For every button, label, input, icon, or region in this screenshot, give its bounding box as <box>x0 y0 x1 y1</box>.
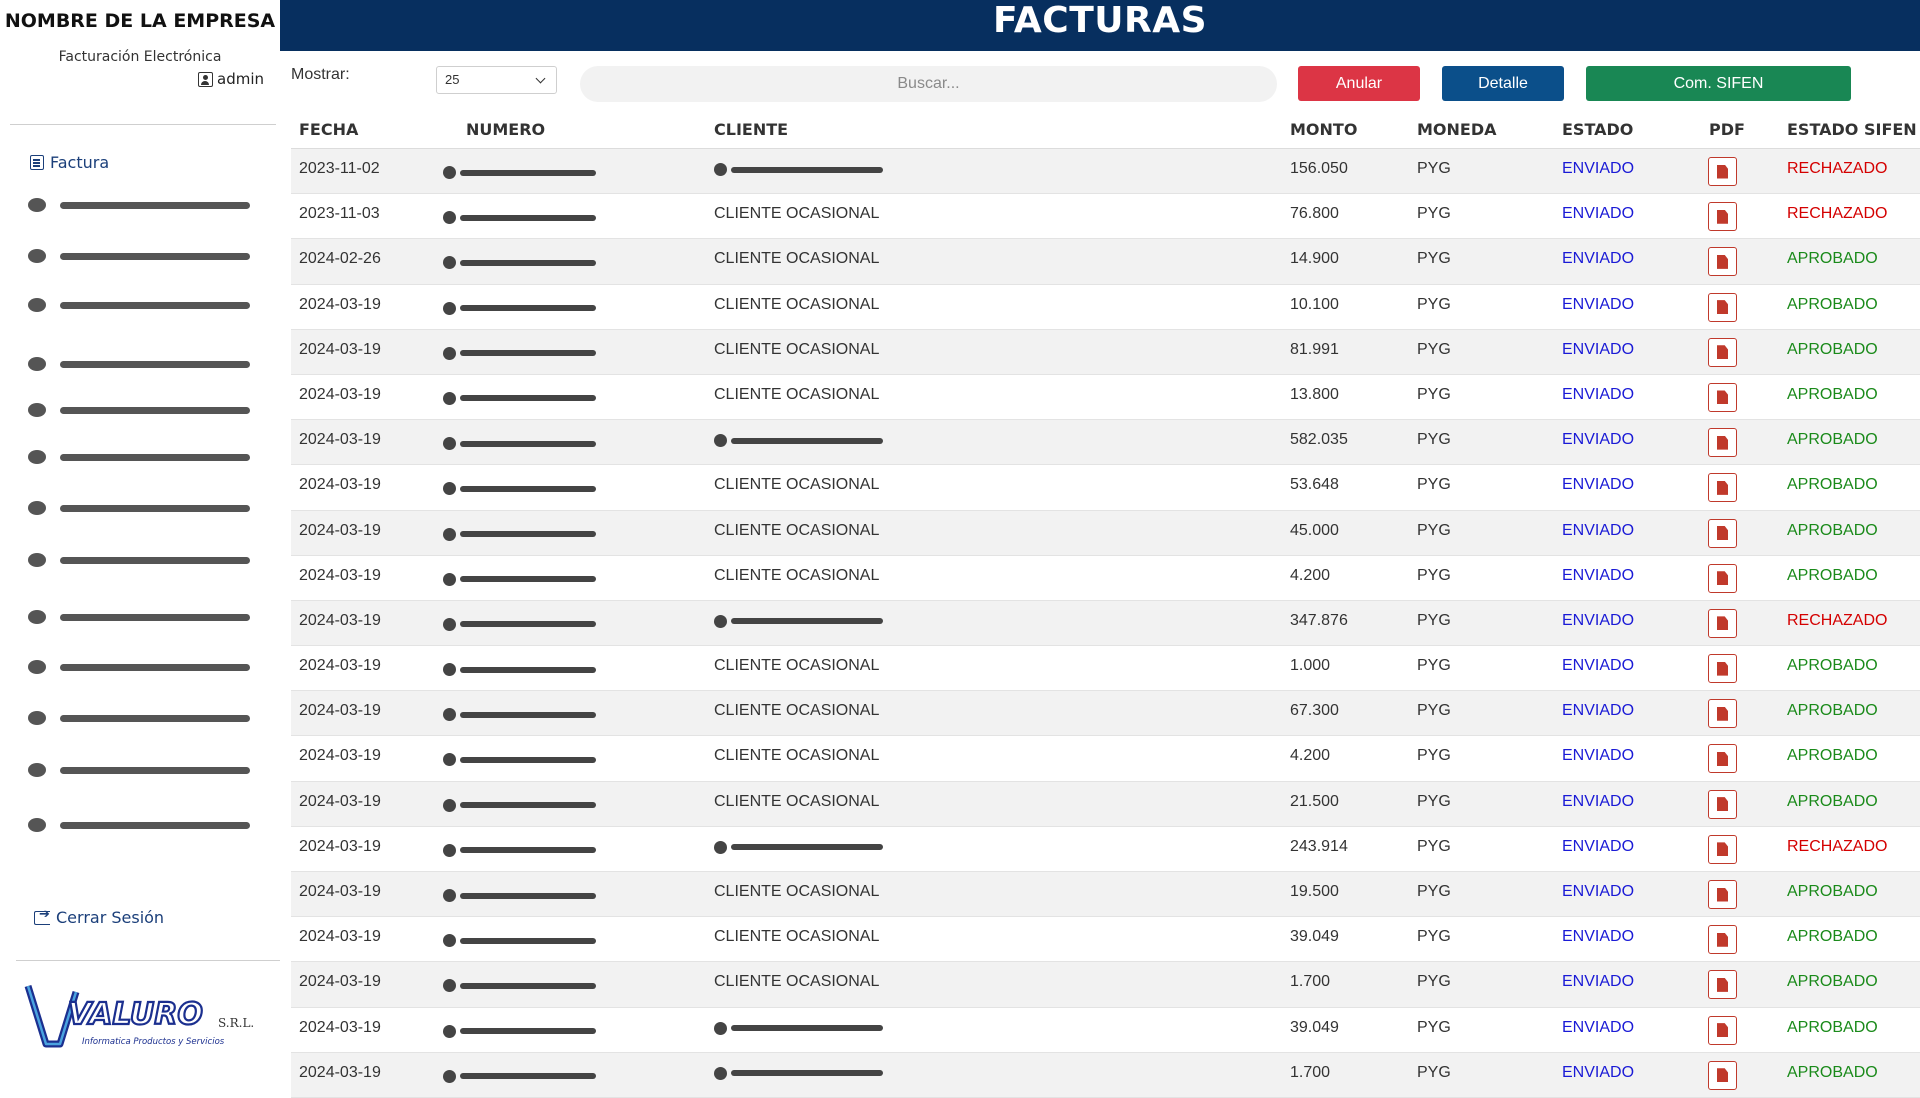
cell-cliente: CLIENTE OCASIONAL <box>714 566 880 584</box>
pdf-icon <box>1717 165 1728 179</box>
sidebar-item-redacted[interactable] <box>28 709 250 727</box>
cell-moneda: PYG <box>1417 476 1451 494</box>
sidebar <box>0 0 280 1080</box>
redacted-label <box>60 302 250 309</box>
table-row[interactable] <box>291 330 1920 375</box>
cell-moneda: PYG <box>1417 657 1451 675</box>
cell-estado: ENVIADO <box>1562 566 1635 584</box>
chevron-down-icon <box>536 74 546 84</box>
menu-bullet-icon <box>28 711 46 725</box>
redacted-label <box>60 253 250 260</box>
table-row[interactable] <box>291 511 1920 556</box>
redacted-label <box>60 557 250 564</box>
cell-monto: 4.200 <box>1290 747 1331 765</box>
sidebar-divider <box>10 124 276 125</box>
cell-fecha: 2024-03-19 <box>299 792 381 810</box>
table-header <box>291 114 1920 149</box>
menu-bullet-icon <box>28 763 46 777</box>
table-row[interactable] <box>291 646 1920 691</box>
cell-cliente-redacted <box>714 1022 883 1035</box>
cell-cliente: CLIENTE OCASIONAL <box>714 385 880 403</box>
cell-cliente: CLIENTE OCASIONAL <box>714 521 880 539</box>
cell-cliente: CLIENTE OCASIONAL <box>714 928 880 946</box>
pdf-icon <box>1717 300 1728 314</box>
cell-cliente-redacted <box>714 434 883 447</box>
cell-estado: ENVIADO <box>1562 1018 1635 1036</box>
pdf-icon <box>1717 526 1728 540</box>
table-row[interactable] <box>291 691 1920 736</box>
cell-fecha: 2024-03-19 <box>299 657 381 675</box>
pdf-button[interactable] <box>1708 564 1737 593</box>
cell-estado: ENVIADO <box>1562 973 1635 991</box>
table-row[interactable] <box>291 420 1920 465</box>
menu-bullet-icon <box>28 553 46 567</box>
table-row[interactable] <box>291 556 1920 601</box>
cell-estado: ENVIADO <box>1562 883 1635 900</box>
cell-fecha: 2023-11-02 <box>299 160 380 177</box>
table-row[interactable] <box>291 872 1920 917</box>
document-icon <box>30 155 44 170</box>
cell-fecha: 2024-03-19 <box>299 295 381 313</box>
cell-fecha: 2024-03-19 <box>299 1063 381 1081</box>
cell-estado-sifen: APROBADO <box>1787 1018 1878 1036</box>
pdf-icon <box>1717 436 1728 450</box>
cell-cliente: CLIENTE OCASIONAL <box>714 476 880 494</box>
cell-moneda: PYG <box>1417 792 1451 810</box>
cell-fecha: 2024-03-19 <box>299 566 381 584</box>
menu-bullet-icon <box>28 660 46 674</box>
anular-button[interactable]: Anular <box>1298 66 1420 101</box>
cell-cliente: CLIENTE OCASIONAL <box>714 973 880 991</box>
column-header-pdf[interactable]: PDF <box>1709 120 1745 139</box>
company-name: NOMBRE DE LA EMPRESA <box>4 10 276 32</box>
cell-estado-sifen: APROBADO <box>1787 521 1878 539</box>
table-row[interactable] <box>291 1053 1920 1098</box>
column-header-fecha[interactable]: FECHA <box>299 120 359 139</box>
pdf-icon <box>1717 662 1728 676</box>
cell-moneda: PYG <box>1417 611 1451 629</box>
cell-monto: 1.000 <box>1290 657 1331 675</box>
cell-moneda: PYG <box>1417 702 1451 720</box>
cell-numero-redacted <box>443 256 596 269</box>
redacted-label <box>60 822 250 829</box>
column-header-numero[interactable]: NUMERO <box>466 120 546 139</box>
cell-monto: 53.648 <box>1290 476 1339 494</box>
cell-fecha: 2024-03-19 <box>299 476 381 494</box>
cell-numero-redacted <box>443 799 596 812</box>
cell-estado: ENVIADO <box>1562 250 1635 268</box>
redacted-label <box>60 202 250 209</box>
cell-moneda: PYG <box>1417 385 1451 403</box>
logo-tagline: Informatica Productos y Servicios <box>82 1037 225 1047</box>
table-row[interactable] <box>291 1008 1920 1053</box>
pdf-button[interactable] <box>1708 428 1737 457</box>
pdf-icon <box>1717 1023 1728 1037</box>
pdf-button[interactable] <box>1708 157 1737 186</box>
sidebar-item-redacted[interactable] <box>28 247 250 265</box>
cell-moneda: PYG <box>1417 160 1451 177</box>
company-logo <box>24 980 264 1050</box>
sidebar-item-label: Factura <box>50 153 110 172</box>
cell-monto: 76.800 <box>1290 205 1339 223</box>
cell-cliente: CLIENTE OCASIONAL <box>714 250 880 268</box>
pdf-icon <box>1717 390 1728 404</box>
cell-estado: ENVIADO <box>1562 295 1635 313</box>
cell-estado-sifen: APROBADO <box>1787 883 1878 900</box>
redacted-label <box>60 767 250 774</box>
cell-moneda: PYG <box>1417 973 1451 991</box>
invoices-table <box>291 114 1920 1098</box>
cell-estado-sifen: APROBADO <box>1787 973 1878 991</box>
cell-fecha: 2024-03-19 <box>299 883 381 900</box>
menu-bullet-icon <box>28 501 46 515</box>
pdf-button[interactable] <box>1708 609 1737 638</box>
pdf-button[interactable] <box>1708 247 1737 276</box>
pdf-button[interactable] <box>1708 654 1737 683</box>
cell-fecha: 2024-03-19 <box>299 385 381 403</box>
cell-estado: ENVIADO <box>1562 521 1635 539</box>
page-size-select[interactable] <box>436 66 557 94</box>
cell-estado: ENVIADO <box>1562 340 1635 358</box>
cell-moneda: PYG <box>1417 205 1451 223</box>
pdf-icon <box>1717 571 1728 585</box>
table-row[interactable] <box>291 827 1920 872</box>
cell-monto: 1.700 <box>1290 973 1331 991</box>
cell-moneda: PYG <box>1417 883 1451 900</box>
pdf-button[interactable] <box>1708 970 1737 999</box>
cell-numero-redacted <box>443 392 596 405</box>
cell-fecha: 2024-02-26 <box>299 250 381 268</box>
pdf-button[interactable] <box>1708 1061 1737 1090</box>
pdf-icon <box>1717 707 1728 721</box>
menu-bullet-icon <box>28 403 46 417</box>
logout-icon <box>34 911 50 925</box>
cell-moneda: PYG <box>1417 1018 1451 1036</box>
cell-numero-redacted <box>443 979 596 992</box>
cell-monto: 21.500 <box>1290 792 1339 810</box>
cell-fecha: 2024-03-19 <box>299 611 381 629</box>
sidebar-item-redacted[interactable] <box>28 816 250 834</box>
sifen-button[interactable]: Com. SIFEN <box>1586 66 1851 101</box>
sidebar-divider <box>16 960 280 961</box>
cell-moneda: PYG <box>1417 566 1451 584</box>
cell-monto: 243.914 <box>1290 837 1348 855</box>
menu-bullet-icon <box>28 818 46 832</box>
cell-estado-sifen: APROBADO <box>1787 1063 1878 1081</box>
menu-bullet-icon <box>28 249 46 263</box>
cell-cliente-redacted <box>714 163 883 176</box>
pdf-button[interactable] <box>1708 338 1737 367</box>
cell-cliente: CLIENTE OCASIONAL <box>714 205 880 223</box>
menu-bullet-icon <box>28 450 46 464</box>
cell-monto: 45.000 <box>1290 521 1339 539</box>
cell-cliente-redacted <box>714 1067 883 1080</box>
cell-monto: 14.900 <box>1290 250 1339 268</box>
pdf-icon <box>1717 933 1728 947</box>
redacted-label <box>60 505 250 512</box>
cell-estado-sifen: APROBADO <box>1787 476 1878 494</box>
cell-cliente-redacted <box>714 841 883 854</box>
column-header-monto[interactable]: MONTO <box>1290 120 1358 139</box>
sidebar-item-factura[interactable] <box>30 153 109 172</box>
redacted-label <box>60 614 250 621</box>
cell-moneda: PYG <box>1417 837 1451 855</box>
cell-monto: 156.050 <box>1290 160 1348 177</box>
cell-estado-sifen: APROBADO <box>1787 295 1878 313</box>
sidebar-item-redacted[interactable] <box>28 761 250 779</box>
cell-estado: ENVIADO <box>1562 702 1635 720</box>
cell-moneda: PYG <box>1417 521 1451 539</box>
cell-numero-redacted <box>443 708 596 721</box>
pdf-button[interactable] <box>1708 790 1737 819</box>
cell-estado-sifen: APROBADO <box>1787 431 1878 449</box>
cell-estado: ENVIADO <box>1562 792 1635 810</box>
cell-estado-sifen: APROBADO <box>1787 792 1878 810</box>
menu-bullet-icon <box>28 198 46 212</box>
cell-numero-redacted <box>443 573 596 586</box>
table-row[interactable] <box>291 285 1920 330</box>
sidebar-item-redacted[interactable] <box>28 551 250 569</box>
cell-cliente: CLIENTE OCASIONAL <box>714 657 880 675</box>
cell-monto: 1.700 <box>1290 1063 1331 1081</box>
cell-estado: ENVIADO <box>1562 385 1635 403</box>
pdf-button[interactable] <box>1708 835 1737 864</box>
sidebar-item-redacted[interactable] <box>28 608 250 626</box>
cell-numero-redacted <box>443 844 596 857</box>
pdf-icon <box>1717 888 1728 902</box>
cell-fecha: 2024-03-19 <box>299 1018 381 1036</box>
pdf-button[interactable] <box>1708 473 1737 502</box>
cell-monto: 39.049 <box>1290 928 1339 946</box>
cell-fecha: 2024-03-19 <box>299 747 381 765</box>
cell-estado-sifen: APROBADO <box>1787 657 1878 675</box>
column-header-estado[interactable]: ESTADO <box>1562 120 1634 139</box>
cell-estado: ENVIADO <box>1562 1063 1635 1081</box>
menu-bullet-icon <box>28 610 46 624</box>
cell-fecha: 2023-11-03 <box>299 205 380 223</box>
cell-monto: 13.800 <box>1290 385 1339 403</box>
pdf-icon <box>1717 797 1728 811</box>
cell-estado-sifen: APROBADO <box>1787 566 1878 584</box>
cell-moneda: PYG <box>1417 1063 1451 1081</box>
cell-fecha: 2024-03-19 <box>299 702 381 720</box>
column-header-estado-sifen[interactable]: ESTADO SIFEN <box>1787 120 1917 139</box>
table-row[interactable] <box>291 601 1920 646</box>
pdf-button[interactable] <box>1708 880 1737 909</box>
cell-numero-redacted <box>443 528 596 541</box>
cell-numero-redacted <box>443 618 596 631</box>
cell-numero-redacted <box>443 753 596 766</box>
table-row[interactable] <box>291 465 1920 510</box>
cell-monto: 81.991 <box>1290 340 1339 358</box>
user-icon <box>198 72 213 87</box>
redacted-label <box>60 715 250 722</box>
pdf-icon <box>1717 345 1728 359</box>
column-header-cliente[interactable]: CLIENTE <box>714 120 789 139</box>
sidebar-item-redacted[interactable] <box>28 196 250 214</box>
pdf-button[interactable] <box>1708 202 1737 231</box>
cell-fecha: 2024-03-19 <box>299 340 381 358</box>
pdf-icon <box>1717 978 1728 992</box>
pdf-button[interactable] <box>1708 519 1737 548</box>
cell-estado: ENVIADO <box>1562 205 1635 223</box>
redacted-label <box>60 664 250 671</box>
cell-estado-sifen: RECHAZADO <box>1787 205 1888 223</box>
table-row[interactable] <box>291 194 1920 239</box>
menu-bullet-icon <box>28 298 46 312</box>
cell-estado-sifen: APROBADO <box>1787 928 1878 946</box>
cell-numero-redacted <box>443 437 596 450</box>
pdf-button[interactable] <box>1708 293 1737 322</box>
pdf-button[interactable] <box>1708 744 1737 773</box>
cell-estado: ENVIADO <box>1562 611 1635 629</box>
sidebar-item-redacted[interactable] <box>28 355 250 373</box>
table-row[interactable] <box>291 736 1920 781</box>
table-row[interactable] <box>291 962 1920 1007</box>
pdf-icon <box>1717 210 1728 224</box>
pdf-button[interactable] <box>1708 383 1737 412</box>
cell-numero-redacted <box>443 166 596 179</box>
company-subtitle: Facturación Electrónica <box>58 49 222 65</box>
sidebar-item-redacted[interactable] <box>28 658 250 676</box>
redacted-label <box>60 407 250 414</box>
cell-estado: ENVIADO <box>1562 657 1635 675</box>
cell-cliente: CLIENTE OCASIONAL <box>714 702 880 720</box>
cell-cliente: CLIENTE OCASIONAL <box>714 883 880 900</box>
cell-numero-redacted <box>443 663 596 676</box>
logo-suffix: S.R.L. <box>218 1016 255 1030</box>
cell-estado: ENVIADO <box>1562 928 1635 946</box>
pdf-icon <box>1717 842 1728 856</box>
cell-numero-redacted <box>443 889 596 902</box>
table-body <box>291 149 1920 1098</box>
page-size-value: 25 <box>445 72 460 87</box>
detalle-button[interactable]: Detalle <box>1442 66 1564 101</box>
cell-fecha: 2024-03-19 <box>299 928 381 946</box>
page-header <box>280 0 1920 51</box>
cell-cliente: CLIENTE OCASIONAL <box>714 747 880 765</box>
cell-estado: ENVIADO <box>1562 747 1635 765</box>
cell-estado-sifen: APROBADO <box>1787 385 1878 403</box>
pdf-icon <box>1717 1068 1728 1082</box>
table-row[interactable] <box>291 917 1920 962</box>
column-header-moneda[interactable]: MONEDA <box>1417 120 1497 139</box>
cell-moneda: PYG <box>1417 340 1451 358</box>
cell-estado: ENVIADO <box>1562 160 1635 177</box>
table-row[interactable] <box>291 149 1920 194</box>
logo-wordmark: VALURO <box>68 997 203 1032</box>
cell-monto: 10.100 <box>1290 295 1339 313</box>
cell-estado-sifen: APROBADO <box>1787 702 1878 720</box>
cell-moneda: PYG <box>1417 250 1451 268</box>
cell-estado: ENVIADO <box>1562 837 1635 855</box>
cell-cliente: CLIENTE OCASIONAL <box>714 792 880 810</box>
cell-numero-redacted <box>443 1070 596 1083</box>
pdf-icon <box>1717 255 1728 269</box>
cell-monto: 582.035 <box>1290 431 1348 449</box>
menu-bullet-icon <box>28 357 46 371</box>
sidebar-item-redacted[interactable] <box>28 296 250 314</box>
cell-fecha: 2024-03-19 <box>299 521 381 539</box>
pdf-button[interactable] <box>1708 1016 1737 1045</box>
page-title: FACTURAS <box>992 0 1208 41</box>
pdf-icon <box>1717 481 1728 495</box>
pdf-icon <box>1717 752 1728 766</box>
cell-estado-sifen: RECHAZADO <box>1787 611 1888 629</box>
cell-estado-sifen: APROBADO <box>1787 340 1878 358</box>
cell-numero-redacted <box>443 347 596 360</box>
cell-fecha: 2024-03-19 <box>299 973 381 991</box>
cell-estado-sifen: APROBADO <box>1787 747 1878 765</box>
username: admin <box>217 70 264 88</box>
sidebar-item-redacted[interactable] <box>28 499 250 517</box>
cell-numero-redacted <box>443 482 596 495</box>
pdf-button[interactable] <box>1708 699 1737 728</box>
sidebar-item-redacted[interactable] <box>28 448 250 466</box>
table-row[interactable] <box>291 375 1920 420</box>
cell-cliente: CLIENTE OCASIONAL <box>714 295 880 313</box>
logout-label: Cerrar Sesión <box>56 908 165 927</box>
show-label: Mostrar: <box>291 66 350 83</box>
table-row[interactable] <box>291 782 1920 827</box>
cell-estado-sifen: RECHAZADO <box>1787 837 1888 855</box>
cell-moneda: PYG <box>1417 928 1451 946</box>
user-info <box>198 70 264 88</box>
pdf-icon <box>1717 616 1728 630</box>
cell-monto: 67.300 <box>1290 702 1339 720</box>
cell-fecha: 2024-03-19 <box>299 431 381 449</box>
cell-cliente: CLIENTE OCASIONAL <box>714 340 880 358</box>
cell-estado: ENVIADO <box>1562 431 1635 449</box>
cell-monto: 19.500 <box>1290 883 1339 900</box>
cell-estado-sifen: APROBADO <box>1787 250 1878 268</box>
cell-monto: 347.876 <box>1290 611 1348 629</box>
cell-numero-redacted <box>443 211 596 224</box>
pdf-button[interactable] <box>1708 925 1737 954</box>
cell-numero-redacted <box>443 934 596 947</box>
cell-moneda: PYG <box>1417 295 1451 313</box>
cell-cliente-redacted <box>714 615 883 628</box>
cell-moneda: PYG <box>1417 431 1451 449</box>
cell-numero-redacted <box>443 1025 596 1038</box>
table-row[interactable] <box>291 239 1920 284</box>
cell-monto: 4.200 <box>1290 566 1331 584</box>
redacted-label <box>60 361 250 368</box>
cell-fecha: 2024-03-19 <box>299 837 381 855</box>
cell-numero-redacted <box>443 302 596 315</box>
cell-estado-sifen: RECHAZADO <box>1787 160 1888 177</box>
cell-monto: 39.049 <box>1290 1018 1339 1036</box>
sidebar-item-redacted[interactable] <box>28 401 250 419</box>
cell-moneda: PYG <box>1417 747 1451 765</box>
logout-link[interactable] <box>34 908 164 927</box>
redacted-label <box>60 454 250 461</box>
cell-estado: ENVIADO <box>1562 476 1635 494</box>
search-input[interactable] <box>580 66 1277 102</box>
